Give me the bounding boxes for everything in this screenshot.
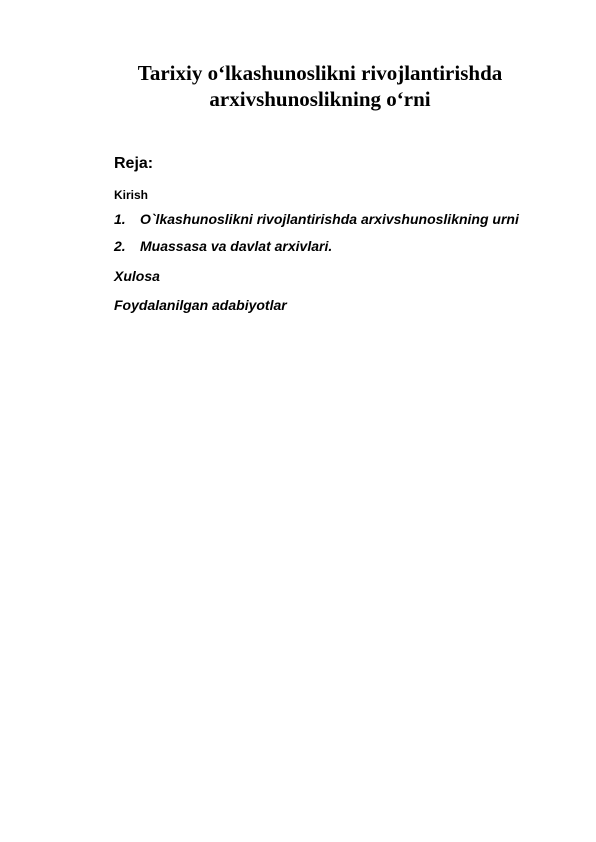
plan-item [114, 237, 332, 255]
plan-item-text: O`lkashunoslikni rivojlantirishda arxivshunoslikning urni [140, 211, 519, 227]
plan-item-text: Muassasa va davlat arxivlari. [140, 238, 333, 254]
page-title-line-2: arxivshunoslikning o‘rni [209, 87, 431, 111]
plan-intro: Kirish [114, 188, 149, 202]
plan-heading: Reja: [114, 155, 154, 172]
plan-item-number: 2. [114, 238, 126, 254]
plan-conclusion: Xulosa [114, 268, 160, 284]
plan-item-number: 1. [114, 211, 126, 227]
plan-references: Foydalanilgan adabiyotlar [114, 297, 287, 313]
page-title-line-1: Tarixiy o‘lkashunoslikni rivojlantirishda [137, 61, 503, 85]
plan-item [114, 210, 519, 228]
